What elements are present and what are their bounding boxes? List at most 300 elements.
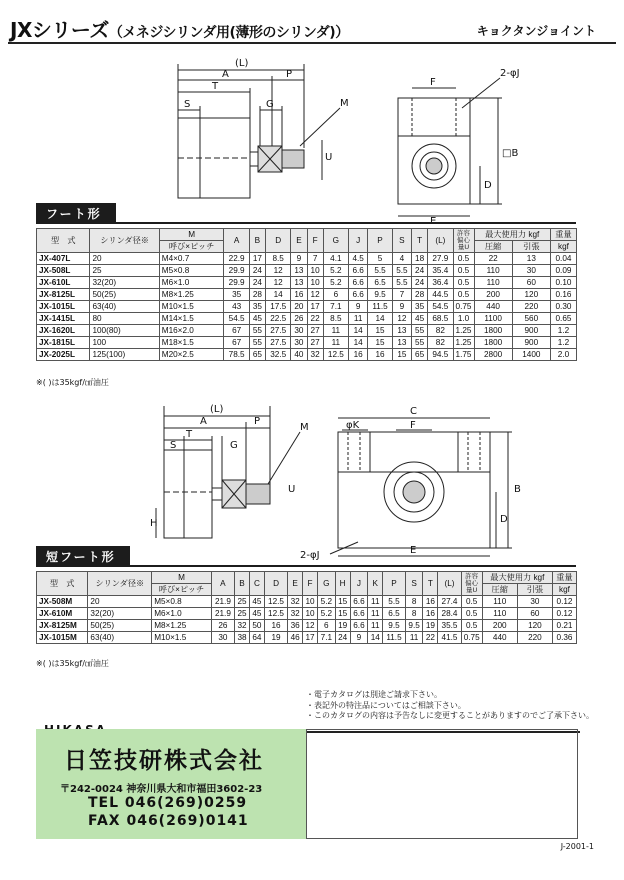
dimension-cell: 12.5 bbox=[323, 349, 348, 361]
dimension-cell: 44.5 bbox=[428, 289, 453, 301]
thread-cell: M5×0.8 bbox=[152, 596, 212, 608]
bore-cell: 50(25) bbox=[88, 620, 152, 632]
tolerance-cell: 1.75 bbox=[453, 349, 474, 361]
dimension-cell: 12 bbox=[303, 620, 318, 632]
compress-cell: 1800 bbox=[474, 337, 512, 349]
dim2-t: T bbox=[186, 429, 193, 440]
dimension-cell: 26 bbox=[211, 620, 234, 632]
tension-cell: 13 bbox=[512, 253, 550, 265]
tension-cell: 30 bbox=[512, 265, 550, 277]
tension-cell: 60 bbox=[512, 277, 550, 289]
dimension-cell: 24 bbox=[249, 277, 265, 289]
dimension-cell: 22 bbox=[307, 313, 323, 325]
tolerance-cell: 0.5 bbox=[453, 277, 474, 289]
tolerance-cell: 0.5 bbox=[453, 289, 474, 301]
dimension-cell: 29.9 bbox=[224, 265, 249, 277]
dimension-cell: 6.6 bbox=[350, 620, 368, 632]
dimension-cell: 13 bbox=[291, 277, 307, 289]
dimension-cell: 32 bbox=[288, 596, 303, 608]
weight-cell: 0.12 bbox=[552, 608, 576, 620]
table-row bbox=[37, 337, 577, 349]
col-d: D bbox=[266, 229, 291, 253]
col-compress: 圧縮 bbox=[474, 241, 512, 253]
dimension-cell: 16 bbox=[264, 620, 287, 632]
tension-cell: 60 bbox=[517, 608, 552, 620]
dimension-cell: 4.5 bbox=[349, 253, 368, 265]
dimension-cell: 16 bbox=[349, 349, 368, 361]
model-cell: JX-1015M bbox=[37, 632, 88, 644]
col-tension: 引張 bbox=[512, 241, 550, 253]
col-s: S bbox=[392, 229, 411, 253]
table-row bbox=[37, 301, 577, 313]
col-g: G bbox=[323, 229, 348, 253]
dimension-cell: 14 bbox=[349, 325, 368, 337]
dimension-cell: 38 bbox=[235, 632, 250, 644]
col-l: (L) bbox=[428, 229, 453, 253]
bore-cell: 20 bbox=[90, 253, 159, 265]
foot-type-drawing bbox=[150, 48, 550, 226]
dimension-cell: 10 bbox=[307, 265, 323, 277]
dimension-cell: 11.5 bbox=[383, 632, 406, 644]
dimension-cell: 5.2 bbox=[323, 265, 348, 277]
dim2-p: P bbox=[254, 416, 261, 427]
dimension-cell: 25 bbox=[235, 608, 250, 620]
series-subtitle: （メネジシリンダ用(薄形のシリンダ)） bbox=[108, 25, 349, 41]
dimension-cell: 36 bbox=[288, 620, 303, 632]
model-cell: JX-2025L bbox=[37, 349, 90, 361]
dimension-cell: 7.1 bbox=[323, 301, 348, 313]
tension-cell: 30 bbox=[517, 596, 552, 608]
dimension-cell: 30 bbox=[211, 632, 234, 644]
dimension-cell: 15 bbox=[335, 608, 350, 620]
col-e: E bbox=[288, 572, 303, 596]
compress-cell: 2800 bbox=[474, 349, 512, 361]
dimension-cell: 28 bbox=[412, 289, 428, 301]
dimension-cell: 8 bbox=[405, 596, 423, 608]
table-row bbox=[37, 596, 577, 608]
thread-cell: M14×1.5 bbox=[159, 313, 224, 325]
thread-cell: M8×1.25 bbox=[159, 289, 224, 301]
page-title bbox=[10, 14, 349, 43]
dimension-cell: 6.5 bbox=[383, 608, 406, 620]
dimension-cell: 30 bbox=[291, 337, 307, 349]
table-row bbox=[37, 253, 577, 265]
dimension-cell: 11.5 bbox=[368, 301, 393, 313]
model-cell: JX-8125M bbox=[37, 620, 88, 632]
tension-cell: 900 bbox=[512, 337, 550, 349]
table-row bbox=[37, 620, 577, 632]
tolerance-cell: 0.5 bbox=[461, 620, 482, 632]
dimension-cell: 11 bbox=[405, 632, 423, 644]
col-weight-unit: kgf bbox=[552, 584, 576, 596]
dimension-cell: 7.1 bbox=[317, 632, 335, 644]
dimension-cell: 15 bbox=[335, 596, 350, 608]
col-a: A bbox=[224, 229, 249, 253]
dimension-cell: 36.4 bbox=[428, 277, 453, 289]
tolerance-cell: 0.75 bbox=[461, 632, 482, 644]
dimension-cell: 5.5 bbox=[392, 265, 411, 277]
table-row bbox=[37, 313, 577, 325]
tolerance-cell: 0.75 bbox=[453, 301, 474, 313]
tolerance-cell: 0.5 bbox=[453, 253, 474, 265]
col-p: P bbox=[383, 572, 406, 596]
weight-cell: 0.30 bbox=[550, 301, 576, 313]
dimension-cell: 24 bbox=[412, 265, 428, 277]
compress-cell: 200 bbox=[482, 620, 517, 632]
dimension-cell: 22.9 bbox=[224, 253, 249, 265]
col-weight: 重量 bbox=[550, 229, 576, 241]
company-tel: TEL 046(269)0259 bbox=[88, 795, 248, 811]
dimension-cell: 16 bbox=[423, 596, 438, 608]
dimension-cell: 32 bbox=[288, 608, 303, 620]
dimension-cell: 82 bbox=[428, 337, 453, 349]
col-g: G bbox=[317, 572, 335, 596]
dimension-cell: 27.9 bbox=[428, 253, 453, 265]
col-weight-unit: kgf bbox=[550, 241, 576, 253]
dimension-cell: 15 bbox=[368, 325, 393, 337]
weight-cell: 0.65 bbox=[550, 313, 576, 325]
dimension-cell: 12 bbox=[392, 313, 411, 325]
thread-cell: M10×1.5 bbox=[152, 632, 212, 644]
dimension-cell: 21.9 bbox=[211, 608, 234, 620]
tolerance-cell: 1.0 bbox=[453, 313, 474, 325]
compress-cell: 110 bbox=[474, 265, 512, 277]
dimension-cell: 41.5 bbox=[438, 632, 461, 644]
model-cell: JX-1015L bbox=[37, 301, 90, 313]
dimension-cell: 27.5 bbox=[266, 325, 291, 337]
weight-cell: 0.36 bbox=[552, 632, 576, 644]
compress-cell: 110 bbox=[474, 277, 512, 289]
note-item: ・このカタログの内容は予告なしに変更することがありますのでご了承下さい。 bbox=[306, 711, 594, 720]
dimension-cell: 45 bbox=[249, 608, 264, 620]
dimension-cell: 64 bbox=[249, 632, 264, 644]
dimension-cell: 54.5 bbox=[224, 313, 249, 325]
bore-cell: 25 bbox=[90, 265, 159, 277]
dimension-cell: 12 bbox=[307, 289, 323, 301]
dimension-cell: 17 bbox=[303, 632, 318, 644]
dimension-cell: 28.4 bbox=[438, 608, 461, 620]
model-cell: JX-610L bbox=[37, 277, 90, 289]
col-tension: 引張 bbox=[517, 584, 552, 596]
col-p: P bbox=[368, 229, 393, 253]
dimension-cell: 14 bbox=[266, 289, 291, 301]
col-model: 型 式 bbox=[37, 572, 88, 596]
thread-cell: M4×0.7 bbox=[159, 253, 224, 265]
bore-cell: 63(40) bbox=[90, 301, 159, 313]
series-name: JXシリーズ bbox=[10, 18, 109, 42]
dim2-l: (L) bbox=[210, 404, 224, 415]
dim-a: A bbox=[222, 69, 229, 80]
dim2-c: C bbox=[410, 406, 417, 417]
dimension-cell: 14 bbox=[368, 632, 383, 644]
compress-cell: 1100 bbox=[474, 313, 512, 325]
dimension-cell: 11 bbox=[368, 596, 383, 608]
col-j: J bbox=[350, 572, 368, 596]
company-fax: FAX 046(269)0141 bbox=[88, 813, 249, 829]
dimension-cell: 54.5 bbox=[428, 301, 453, 313]
dimension-cell: 5.2 bbox=[317, 596, 335, 608]
note-item: ・電子カタログは別途ご請求下さい。 bbox=[306, 690, 442, 699]
short-foot-drawing bbox=[150, 392, 550, 562]
tolerance-cell: 1.25 bbox=[453, 325, 474, 337]
dimension-cell: 26 bbox=[291, 313, 307, 325]
table-row bbox=[37, 277, 577, 289]
dim-b: □B bbox=[502, 148, 519, 159]
model-cell: JX-1415L bbox=[37, 313, 90, 325]
dimension-cell: 27.5 bbox=[266, 337, 291, 349]
short-foot-rule bbox=[36, 565, 576, 567]
dim-2j: 2-φJ bbox=[500, 68, 520, 79]
thread-cell: M8×1.25 bbox=[152, 620, 212, 632]
document-number: J-2001-1 bbox=[560, 842, 594, 851]
col-force: 最大使用力 kgf bbox=[474, 229, 550, 241]
dimension-cell: 32 bbox=[307, 349, 323, 361]
dimension-cell: 9 bbox=[349, 301, 368, 313]
compress-cell: 110 bbox=[482, 596, 517, 608]
col-f: F bbox=[303, 572, 318, 596]
foot-note: ※( )は35kgf/㎠油圧 bbox=[36, 378, 109, 387]
dimension-cell: 22.5 bbox=[266, 313, 291, 325]
tension-cell: 1400 bbox=[512, 349, 550, 361]
dimension-cell: 14 bbox=[349, 337, 368, 349]
dim2-k: φK bbox=[346, 420, 360, 431]
foot-type-rule bbox=[36, 222, 576, 224]
model-cell: JX-1815L bbox=[37, 337, 90, 349]
dimension-cell: 67 bbox=[224, 337, 249, 349]
table-row bbox=[37, 325, 577, 337]
col-m-sub: 呼び×ピッチ bbox=[152, 584, 212, 596]
dimension-cell: 7 bbox=[392, 289, 411, 301]
thread-cell: M10×1.5 bbox=[159, 301, 224, 313]
weight-cell: 0.16 bbox=[550, 289, 576, 301]
dimension-cell: 35 bbox=[249, 301, 265, 313]
weight-cell: 1.2 bbox=[550, 325, 576, 337]
dimension-cell: 9 bbox=[350, 632, 368, 644]
dimension-cell: 6.6 bbox=[350, 596, 368, 608]
dimension-cell: 5.5 bbox=[383, 596, 406, 608]
dimension-cell: 6.6 bbox=[349, 265, 368, 277]
col-tolerance: 許容偏心量U bbox=[453, 229, 474, 253]
dimension-cell: 19 bbox=[423, 620, 438, 632]
dim2-f: F bbox=[410, 420, 416, 431]
dimension-cell: 12 bbox=[266, 265, 291, 277]
dimension-cell: 27 bbox=[307, 337, 323, 349]
col-bore: シリンダ径※ bbox=[88, 572, 152, 596]
dimension-cell: 9.5 bbox=[383, 620, 406, 632]
dimension-cell: 9.5 bbox=[405, 620, 423, 632]
dimension-cell: 8 bbox=[405, 608, 423, 620]
dim2-g: G bbox=[230, 440, 238, 451]
col-l: (L) bbox=[438, 572, 461, 596]
dim2-u: U bbox=[288, 484, 296, 495]
col-s: S bbox=[405, 572, 423, 596]
weight-cell: 1.2 bbox=[550, 337, 576, 349]
dim2-e: E bbox=[410, 545, 417, 556]
dimension-cell: 5 bbox=[368, 253, 393, 265]
compress-cell: 200 bbox=[474, 289, 512, 301]
dimension-cell: 45 bbox=[249, 596, 264, 608]
dim-e: E bbox=[430, 216, 437, 226]
short-note: ※( )は35kgf/㎠油圧 bbox=[36, 659, 109, 668]
dim-p: P bbox=[286, 69, 293, 80]
tension-cell: 900 bbox=[512, 325, 550, 337]
dimension-cell: 15 bbox=[392, 349, 411, 361]
dimension-cell: 45 bbox=[412, 313, 428, 325]
dimension-cell: 67 bbox=[224, 325, 249, 337]
dimension-cell: 17.5 bbox=[266, 301, 291, 313]
col-m: M bbox=[152, 572, 212, 584]
col-b: B bbox=[249, 229, 265, 253]
table-row bbox=[37, 289, 577, 301]
foot-spec-table bbox=[36, 228, 577, 361]
tension-cell: 560 bbox=[512, 313, 550, 325]
dimension-cell: 17 bbox=[249, 253, 265, 265]
dimension-cell: 43 bbox=[224, 301, 249, 313]
dim-d: D bbox=[484, 180, 492, 191]
brand-name: キョクタンジョイント bbox=[476, 24, 596, 38]
thread-cell: M16×2.0 bbox=[159, 325, 224, 337]
short-spec-table bbox=[36, 571, 577, 644]
col-b: B bbox=[235, 572, 250, 596]
dimension-cell: 17 bbox=[307, 301, 323, 313]
note-item: ・表記外の特注品についてはご相談下さい。 bbox=[306, 700, 466, 710]
model-cell: JX-610M bbox=[37, 608, 88, 620]
dimension-cell: 6.6 bbox=[350, 608, 368, 620]
tension-cell: 220 bbox=[517, 632, 552, 644]
dimension-cell: 5.2 bbox=[323, 277, 348, 289]
bore-cell: 80 bbox=[90, 313, 159, 325]
col-m: M bbox=[159, 229, 224, 241]
col-compress: 圧縮 bbox=[482, 584, 517, 596]
dimension-cell: 13 bbox=[291, 265, 307, 277]
dimension-cell: 32 bbox=[235, 620, 250, 632]
dimension-cell: 5.2 bbox=[317, 608, 335, 620]
dimension-cell: 27.4 bbox=[438, 596, 461, 608]
dimension-cell: 14 bbox=[368, 313, 393, 325]
dimension-cell: 15 bbox=[368, 337, 393, 349]
dimension-cell: 11 bbox=[323, 325, 348, 337]
compress-cell: 440 bbox=[474, 301, 512, 313]
dimension-cell: 24 bbox=[412, 277, 428, 289]
dimension-cell: 13 bbox=[392, 325, 411, 337]
dimension-cell: 7 bbox=[307, 253, 323, 265]
thread-cell: M6×1.0 bbox=[159, 277, 224, 289]
dimension-cell: 24 bbox=[249, 265, 265, 277]
dimension-cell: 16 bbox=[368, 349, 393, 361]
dimension-cell: 65 bbox=[249, 349, 265, 361]
table-row bbox=[37, 265, 577, 277]
dimension-cell: 46 bbox=[288, 632, 303, 644]
dim2-s: S bbox=[170, 440, 177, 451]
dimension-cell: 55 bbox=[412, 325, 428, 337]
tolerance-cell: 0.5 bbox=[453, 265, 474, 277]
col-t: T bbox=[423, 572, 438, 596]
dimension-cell: 68.5 bbox=[428, 313, 453, 325]
dim-m: M bbox=[340, 98, 349, 109]
dimension-cell: 25 bbox=[235, 596, 250, 608]
dimension-cell: 16 bbox=[423, 608, 438, 620]
thread-cell: M5×0.8 bbox=[159, 265, 224, 277]
model-cell: JX-1620L bbox=[37, 325, 90, 337]
dimension-cell: 13 bbox=[392, 337, 411, 349]
dimension-cell: 29.9 bbox=[224, 277, 249, 289]
dimension-cell: 11 bbox=[323, 337, 348, 349]
dimension-cell: 10 bbox=[303, 596, 318, 608]
col-h: H bbox=[335, 572, 350, 596]
dimension-cell: 6 bbox=[317, 620, 335, 632]
bore-cell: 63(40) bbox=[88, 632, 152, 644]
notes-list bbox=[306, 690, 594, 722]
dimension-cell: 4.1 bbox=[323, 253, 348, 265]
tolerance-cell: 0.5 bbox=[461, 596, 482, 608]
col-c: C bbox=[249, 572, 264, 596]
bore-cell: 100 bbox=[90, 337, 159, 349]
short-table-body bbox=[37, 596, 577, 644]
bore-cell: 32(20) bbox=[88, 608, 152, 620]
dimension-cell: 6.6 bbox=[349, 277, 368, 289]
dimension-cell: 78.5 bbox=[224, 349, 249, 361]
dimension-cell: 11 bbox=[368, 608, 383, 620]
dimension-cell: 50 bbox=[249, 620, 264, 632]
dimension-cell: 18 bbox=[412, 253, 428, 265]
dimension-cell: 65 bbox=[412, 349, 428, 361]
col-f: F bbox=[307, 229, 323, 253]
dim-s: S bbox=[184, 99, 191, 110]
memo-box bbox=[306, 729, 578, 839]
col-tolerance: 許容偏心量U bbox=[461, 572, 482, 596]
thread-cell: M6×1.0 bbox=[152, 608, 212, 620]
dimension-cell: 19 bbox=[335, 620, 350, 632]
bore-cell: 100(80) bbox=[90, 325, 159, 337]
col-j: J bbox=[349, 229, 368, 253]
dim-u: U bbox=[325, 152, 333, 163]
header-rule bbox=[8, 42, 616, 44]
dimension-cell: 35 bbox=[412, 301, 428, 313]
dim2-d: D bbox=[500, 514, 508, 525]
dimension-cell: 55 bbox=[412, 337, 428, 349]
dimension-cell: 21.9 bbox=[211, 596, 234, 608]
col-force: 最大使用力 kgf bbox=[482, 572, 552, 584]
col-m-sub: 呼び×ピッチ bbox=[159, 241, 224, 253]
tension-cell: 120 bbox=[517, 620, 552, 632]
tension-cell: 120 bbox=[512, 289, 550, 301]
dim2-h: H bbox=[150, 518, 158, 529]
dimension-cell: 30 bbox=[291, 325, 307, 337]
dimension-cell: 22 bbox=[423, 632, 438, 644]
dimension-cell: 94.5 bbox=[428, 349, 453, 361]
dim-t: T bbox=[212, 81, 219, 92]
tolerance-cell: 0.5 bbox=[461, 608, 482, 620]
dimension-cell: 55 bbox=[249, 337, 265, 349]
dimension-cell: 11 bbox=[349, 313, 368, 325]
dimension-cell: 28 bbox=[249, 289, 265, 301]
dimension-cell: 27 bbox=[307, 325, 323, 337]
tolerance-cell: 1.25 bbox=[453, 337, 474, 349]
dimension-cell: 6 bbox=[323, 289, 348, 301]
dimension-cell: 40 bbox=[291, 349, 307, 361]
dim2-b: B bbox=[514, 484, 521, 495]
company-address: 〒242-0024 神奈川県大和市福田3602-23 bbox=[60, 784, 263, 795]
table-row bbox=[37, 608, 577, 620]
dimension-cell: 9.5 bbox=[368, 289, 393, 301]
col-k: K bbox=[368, 572, 383, 596]
col-bore: シリンダ径※ bbox=[90, 229, 159, 253]
col-d: D bbox=[264, 572, 287, 596]
bore-cell: 32(20) bbox=[90, 277, 159, 289]
tension-cell: 220 bbox=[512, 301, 550, 313]
dimension-cell: 12 bbox=[266, 277, 291, 289]
thread-cell: M18×1.5 bbox=[159, 337, 224, 349]
